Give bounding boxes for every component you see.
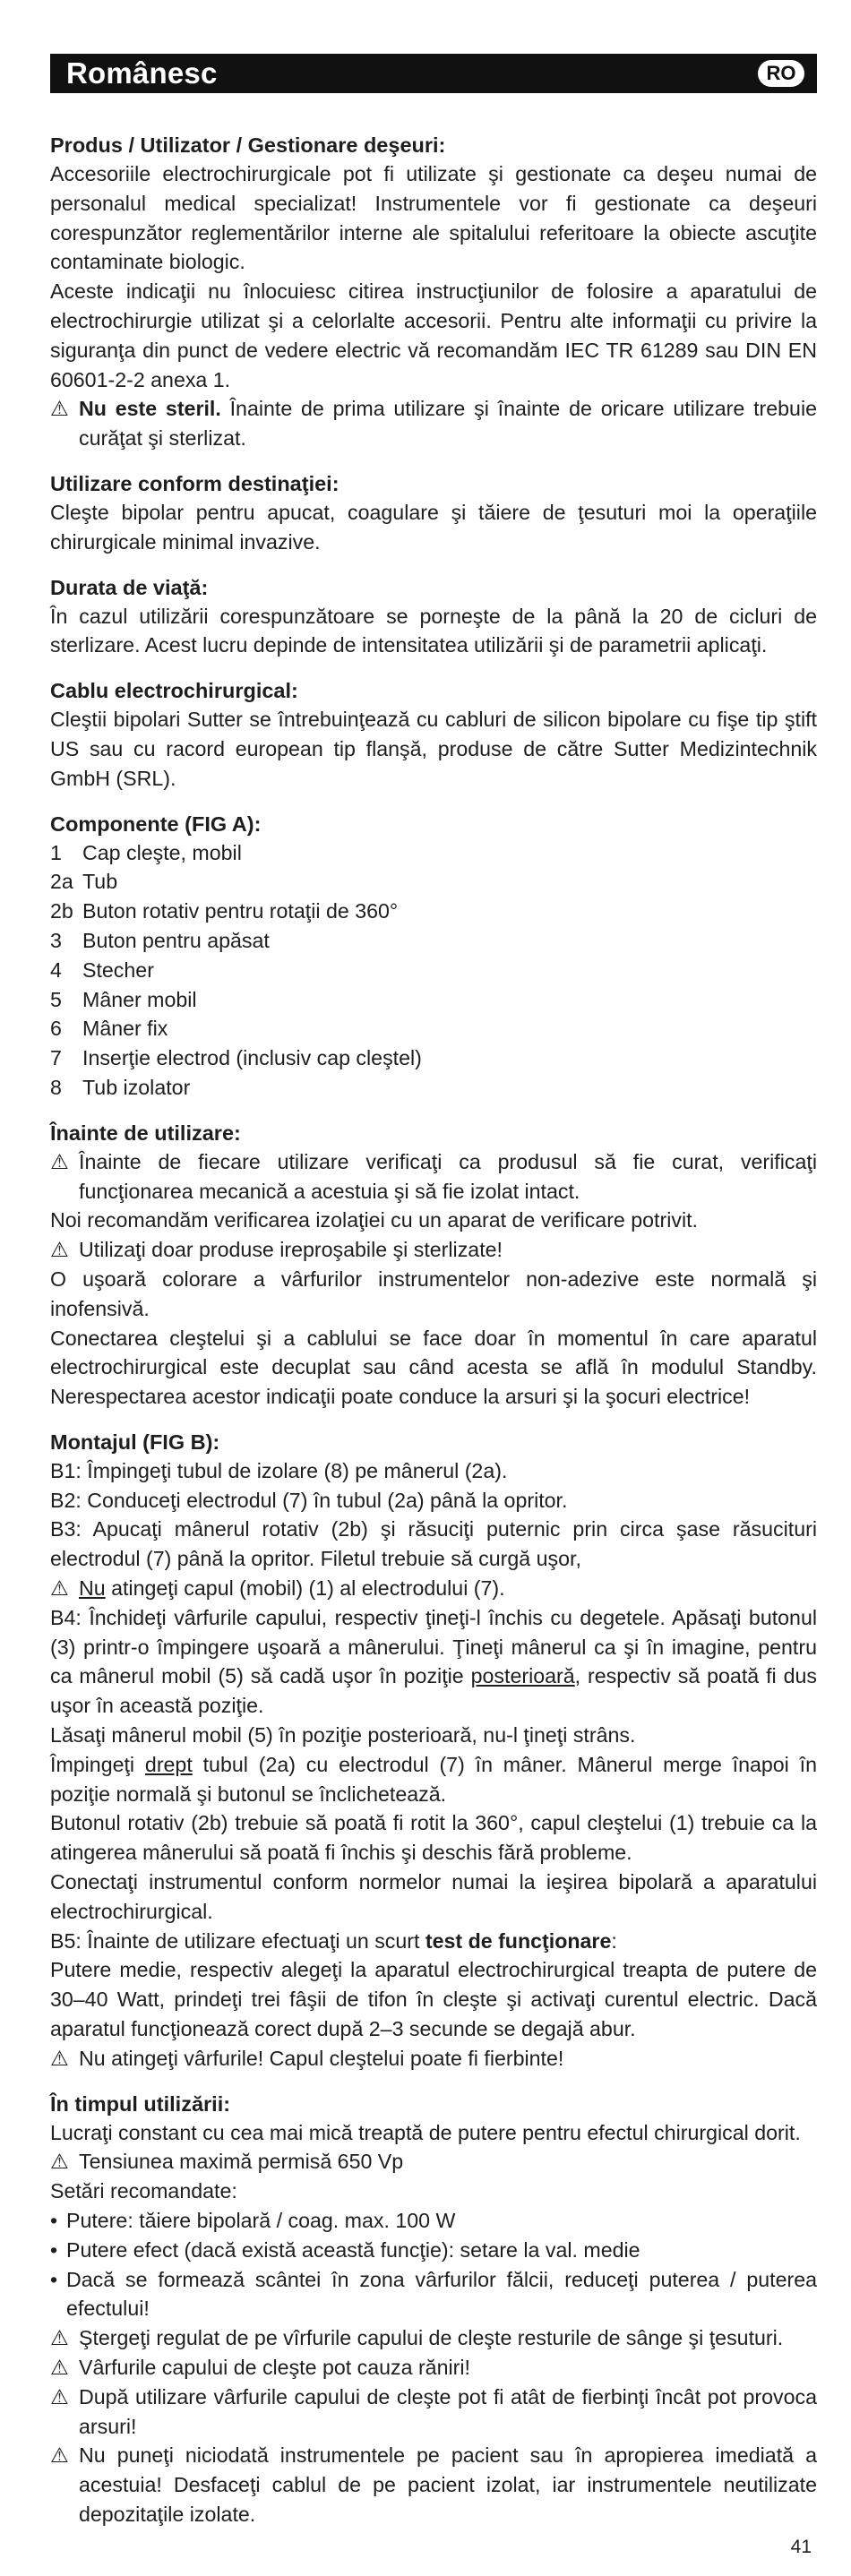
section-heading: Durata de viaţă: [50,575,209,599]
component-number: 2b [50,899,73,923]
warning-item [50,2383,817,2442]
section-product [50,131,817,453]
warning-icon: ⚠ [50,2384,69,2409]
warning-text: Tensiunea maximă permisă 650 Vp [79,2150,404,2174]
component-item [50,1043,817,1073]
warning-underlined-text: Nu [79,1576,106,1601]
setting-item [50,2236,817,2265]
paragraph: Lăsaţi mânerul mobil (5) în poziţie posterioară, nu-l ţineţi strâns. [50,1723,636,1747]
warning-item [50,2323,817,2353]
warning-icon: ⚠ [50,1576,69,1601]
component-label: Cap cleşte, mobil [82,840,242,864]
paragraph: Aceste indicaţii nu înlocuiesc citirea instrucţiunilor de folosire a aparatului de electrochirurgie utilizat şi a celorlalte accesorii. Pentru alte informaţii cu privire la siguranţa din punct de vedere electric vă recomandăm IEC TR 61289 sau DIN EN 60601-2-2 anexa 1. [50,279,817,391]
warning-text: După utilizare vârfurile capului de cleşte pot fi atât de fierbinţi încât pot provoca arsuri! [79,2384,817,2438]
component-label: Buton rotativ pentru rotaţii de 360° [82,899,399,923]
underlined-text: drept [144,1752,193,1776]
paragraph: Putere medie, respectiv alegeţi la aparatul electrochirurgical treapta de putere de 30–40 Watt, prindeţi trei fâşii de tifon în cleşte şi activaţi curentul electric. Dacă aparatul funcţionează corect după 2–3 secunde se degajă abur. [50,1958,817,2041]
component-label: Mâner mobil [82,987,197,1011]
section-intended-use [50,469,817,557]
component-label: Mâner fix [82,1017,168,1041]
warning-text: Vârfurile capului de cleşte pot cauza răniri! [79,2356,470,2379]
warning-item [50,2441,817,2529]
language-title: Românesc [66,56,218,90]
step-text: B5: Înainte de utilizare efectuaţi un scurt [50,1928,426,1953]
warning-icon: ⚠ [50,2326,69,2350]
warning-icon: ⚠ [50,2150,69,2174]
paragraph: Setări recomandate: [50,2179,237,2203]
warning-item [50,2353,817,2383]
section-heading: Componente (FIG A): [50,811,262,836]
paragraph: Cleşte bipolar pentru apucat, coagulare şi tăiere de ţesuturi moi la operaţiile chirurgicale minimal invazive. [50,500,817,554]
warning-text: atingeţi capul (mobil) (1) al electrodului (7). [105,1576,505,1601]
document-body [50,131,817,2529]
step-b1: B1: Împingeţi tubul de izolare (8) pe mânerul (2a). [50,1458,508,1482]
paragraph: Accesoriile electrochirurgicale pot fi utilizate şi gestionate ca deşeu numai de personalul medical specializat! Instrumentele vor fi gestionate ca deşeuri corespunzător reglementărilor interne ale spitalului referitoare la obiecte ascuţite contaminate biologic. [50,162,817,274]
section-heading: Înainte de utilizare: [50,1121,241,1145]
bullet-icon: • [50,2237,58,2262]
warning-text: Utilizaţi doar produse ireproşabile şi sterlizate! [79,1238,503,1262]
paragraph: O uşoară colorare a vârfurilor instrumentelor non-adezive este normală şi inofensivă. [50,1267,817,1320]
step-b2: B2: Conduceţi electrodul (7) în tubul (2a) până la opritor. [50,1488,568,1512]
warning-item [50,1147,817,1206]
section-cable [50,676,817,793]
component-number: 7 [50,1046,62,1070]
section-heading: Utilizare conform destinaţiei: [50,471,340,495]
language-header [50,54,817,93]
setting-item [50,2265,817,2324]
component-label: Stecher [82,957,154,982]
component-item [50,985,817,1015]
section-lifetime [50,573,817,661]
component-item [50,1073,817,1103]
page [50,54,817,2546]
component-number: 5 [50,987,62,1011]
bullet-icon: • [50,2209,58,2233]
component-item [50,926,817,956]
warning-item [50,394,817,453]
component-item [50,956,817,985]
component-label: Tub [82,870,118,894]
component-number: 6 [50,1017,62,1041]
setting-text: Dacă se formează scântei în zona vârfurilor fălcii, reduceţi puterea / puterea efectului! [66,2267,817,2321]
paragraph: Cleştii bipolari Sutter se întrebuinţează cu cabluri de silicon bipolare cu fişe tip ştift US sau cu racord european tip flanşă, produse de către Sutter Medizintechnik GmbH (SRL). [50,708,817,790]
component-number: 4 [50,957,62,982]
section-before-use [50,1119,817,1412]
language-badge: RO [758,60,804,87]
step-b4 [50,1603,817,1721]
warning-icon: ⚠ [50,2443,69,2468]
component-number: 8 [50,1075,62,1099]
underlined-text: posterioară [470,1664,575,1688]
component-item [50,1014,817,1043]
warning-icon: ⚠ [50,1149,69,1173]
warning-text: Nu atingeţi vârfurile! Capul cleştelui poate fi fierbinte! [79,2046,564,2070]
component-label: Inserţie electrod (inclusiv cap cleştel) [82,1046,422,1070]
paragraph: Lucraţi constant cu cea mai mică treaptă de putere pentru efectul chirurgical dorit. [50,2120,801,2144]
setting-text: Putere efect (dacă există această funcţie): setare la val. medie [66,2237,640,2262]
section-during-use [50,2090,817,2529]
component-number: 2a [50,870,73,894]
paragraph: Conectarea cleştelui şi a cablului se face doar în momentul în care aparatul electrochirurgical este decuplat sau când acesta se află în modulul Standby. Nerespectarea acestor indicaţii poate conduce la arsuri şi la şocuri electrice! [50,1326,817,1409]
warning-bold-text: Nu este steril. [79,397,221,421]
paragraph [50,1750,817,1809]
recommended-settings-list [50,2206,817,2323]
warning-item [50,1574,817,1603]
component-item [50,867,817,897]
component-number: 1 [50,840,62,864]
paragraph-text: Împingeţi [50,1752,145,1776]
paragraph: Butonul rotativ (2b) trebuie să poată fi rotit la 360°, capul cleştelui (1) trebuie ca la atingerea mânerului să poată fi închis şi deschis fără probleme. [50,1811,817,1865]
bullet-icon: • [50,2267,58,2291]
section-heading: În timpul utilizării: [50,2091,231,2116]
component-item [50,897,817,926]
component-number: 3 [50,928,62,952]
warning-icon: ⚠ [50,2356,69,2379]
setting-text: Putere: tăiere bipolară / coag. max. 100 W [66,2209,456,2233]
step-b5 [50,1927,817,1956]
warning-icon: ⚠ [50,1238,69,1262]
paragraph: Noi recomandăm verificarea izolaţiei cu un aparat de verificare potrivit. [50,1208,699,1232]
warning-icon: ⚠ [50,2046,69,2070]
component-item [50,838,817,868]
warning-item [50,1235,817,1265]
setting-item [50,2206,817,2236]
warning-text: Înainte de prima utilizare şi înainte de oricare utilizare trebuie curăţat şi sterlizat. [79,397,817,451]
bold-text: test de funcţionare [425,1928,612,1953]
step-text: , respectiv să poată fi dus uşor în această poziţie. [50,1664,818,1718]
warning-icon: ⚠ [50,397,69,421]
section-heading: Cablu electrochirurgical: [50,679,298,703]
section-heading: Montajul (FIG B): [50,1430,220,1454]
paragraph-text: tubul (2a) cu electrodul (7) în mâner. Mânerul merge înapoi în poziţie normală şi butonul se înclichetează. [50,1752,818,1806]
warning-text: Ştergeţi regulat de pe vîrfurile capului de cleşte resturile de sânge şi ţesuturi. [79,2326,784,2350]
page-number: 41 [790,2537,812,2557]
warning-item [50,2147,817,2177]
components-list [50,838,817,1103]
warning-item [50,2044,817,2074]
paragraph: Conectaţi instrumentul conform normelor numai la ieşirea bipolară a aparatului electrochirurgical. [50,1870,817,1923]
warning-text: Înainte de fiecare utilizare verificaţi ca produsul să fie curat, verificaţi funcţionarea mecanică a acestuia şi să fie izolat intact. [79,1149,817,1203]
warning-text: Nu puneţi niciodată instrumentele pe pacient sau în apropierea imediată a acestuia! Desfaceţi cablul de pe pacient izolat, iar instrumentele neutilizate depozitaţile izolate. [79,2443,817,2526]
section-components [50,810,817,1103]
component-label: Buton pentru apăsat [82,928,270,952]
step-text: : [611,1928,617,1953]
step-text: B4: Închideţi vârfurile capului, respectiv ţineţi-l închis cu degetele. Apăsaţi butonul (3) printr-o împingere uşoară a mânerului. Ţineţi mânerul ca şi în imagine, pentru ca mânerul mobil (5) să cadă uşor în poziţie [50,1605,817,1688]
step-b3: B3: Apucaţi mânerul rotativ (2b) şi răsuciţi puternic prin circa şase răsucituri electrodul (7) până la opritor. Filetul trebuie să curgă uşor, [50,1517,817,1571]
section-assembly [50,1428,817,2074]
paragraph: În cazul utilizării corespunzătoare se porneşte de la până la 20 de cicluri de sterlizare. Acest lucru depinde de intensitatea utilizării şi de parametrii aplicaţi. [50,604,817,657]
component-label: Tub izolator [82,1075,191,1099]
section-heading: Produs / Utilizator / Gestionare deşeuri: [50,133,446,157]
